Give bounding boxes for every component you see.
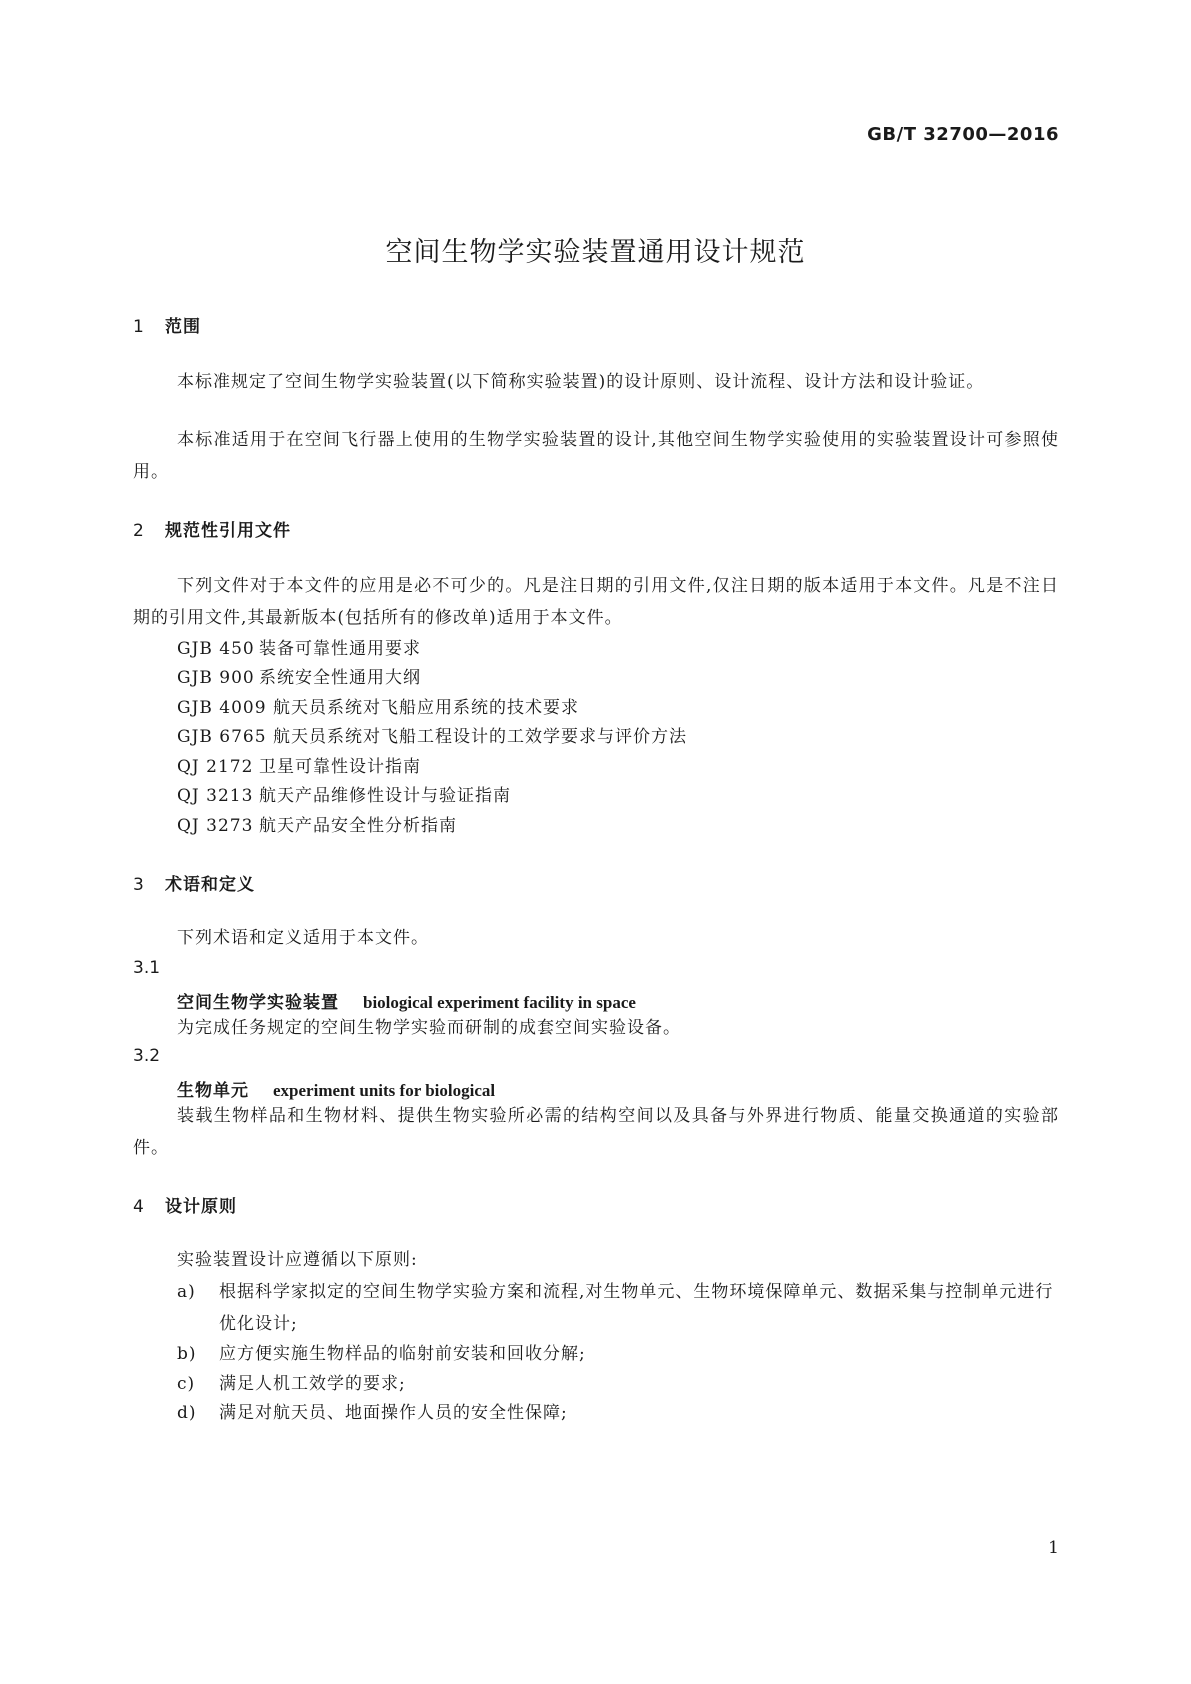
section-2-heading xyxy=(133,516,291,541)
reference-code: GJB 450 xyxy=(177,639,255,659)
paragraph: 下列文件对于本文件的应用是必不可少的。凡是注日期的引用文件,仅注日期的版本适用于本文件。凡是不注日期的引用文件,其最新版本(包括所有的修改单)适用于本文件。 xyxy=(133,576,1059,628)
document-title: 空间生物学实验装置通用设计规范 xyxy=(385,237,806,268)
reference-code: GJB 6765 xyxy=(177,727,267,747)
reference-code: QJ 2172 xyxy=(177,757,254,777)
list-marker: b) xyxy=(177,1344,197,1364)
list-item xyxy=(177,1368,1059,1400)
list-item xyxy=(177,1397,1059,1429)
list-item xyxy=(177,1276,1059,1340)
reference-title: 航天产品维修性设计与验证指南 xyxy=(259,786,511,806)
paragraph: 本标准规定了空间生物学实验装置(以下简称实验装置)的设计原则、设计流程、设计方法和设计验证。 xyxy=(177,372,985,392)
reference-code: QJ 3213 xyxy=(177,786,254,806)
term-zh: 空间生物学实验装置 xyxy=(177,993,339,1013)
section-title: 范围 xyxy=(165,317,201,337)
reference-title: 航天员系统对飞船应用系统的技术要求 xyxy=(273,698,579,718)
standard-code: GB/T 32700—2016 xyxy=(867,124,1059,145)
list-item xyxy=(177,1338,1059,1370)
reference-item xyxy=(177,693,579,718)
paragraph: 实验装置设计应遵循以下原则: xyxy=(177,1250,418,1270)
list-marker: a) xyxy=(177,1282,196,1302)
section-number: 4 xyxy=(133,1197,145,1217)
list-text: 应方便实施生物样品的临射前安装和回收分解; xyxy=(219,1344,586,1364)
reference-code: GJB 900 xyxy=(177,668,255,688)
reference-title: 装备可靠性通用要求 xyxy=(259,639,421,659)
reference-title: 航天产品安全性分析指南 xyxy=(259,816,457,836)
term-en: biological experiment facility in space xyxy=(363,993,636,1012)
reference-code: GJB 4009 xyxy=(177,698,267,718)
section-number: 3 xyxy=(133,875,145,895)
paragraph: 本标准适用于在空间飞行器上使用的生物学实验装置的设计,其他空间生物学实验使用的实验装置设计可参照使用。 xyxy=(133,430,1059,482)
section-3-heading xyxy=(133,870,255,895)
list-text: 满足人机工效学的要求; xyxy=(219,1374,406,1394)
list-text: 满足对航天员、地面操作人员的安全性保障; xyxy=(219,1403,568,1423)
reference-title: 系统安全性通用大纲 xyxy=(259,668,421,688)
term-definition: 装载生物样品和生物材料、提供生物实验所必需的结构空间以及具备与外界进行物质、能量交换通道的实验部件。 xyxy=(133,1106,1059,1158)
section-title: 术语和定义 xyxy=(165,875,255,895)
term-entry xyxy=(177,1076,495,1101)
reference-item xyxy=(177,663,421,688)
reference-title: 航天员系统对飞船工程设计的工效学要求与评价方法 xyxy=(273,727,687,747)
reference-item xyxy=(177,811,457,836)
section-1-heading xyxy=(133,312,201,337)
term-number: 3.1 xyxy=(133,958,161,978)
term-zh: 生物单元 xyxy=(177,1081,249,1101)
reference-title: 卫星可靠性设计指南 xyxy=(259,757,421,777)
section-number: 1 xyxy=(133,317,145,337)
page-number: 1 xyxy=(1048,1538,1059,1558)
reference-code: QJ 3273 xyxy=(177,816,254,836)
list-marker: d) xyxy=(177,1403,197,1423)
term-en: experiment units for biological xyxy=(273,1081,496,1100)
list-marker: c) xyxy=(177,1374,196,1394)
section-4-heading xyxy=(133,1192,237,1217)
reference-item xyxy=(177,722,687,747)
list-text: 根据科学家拟定的空间生物学实验方案和流程,对生物单元、生物环境保障单元、数据采集与控制单元进行优化设计; xyxy=(219,1282,1054,1334)
paragraph: 下列术语和定义适用于本文件。 xyxy=(177,928,429,948)
section-number: 2 xyxy=(133,521,145,541)
term-definition: 为完成任务规定的空间生物学实验而研制的成套空间实验设备。 xyxy=(177,1018,681,1038)
term-number: 3.2 xyxy=(133,1046,161,1066)
section-title: 设计原则 xyxy=(165,1197,237,1217)
reference-item xyxy=(177,781,511,806)
reference-item xyxy=(177,634,421,659)
term-entry xyxy=(177,988,636,1013)
section-title: 规范性引用文件 xyxy=(165,521,291,541)
reference-item xyxy=(177,752,421,777)
